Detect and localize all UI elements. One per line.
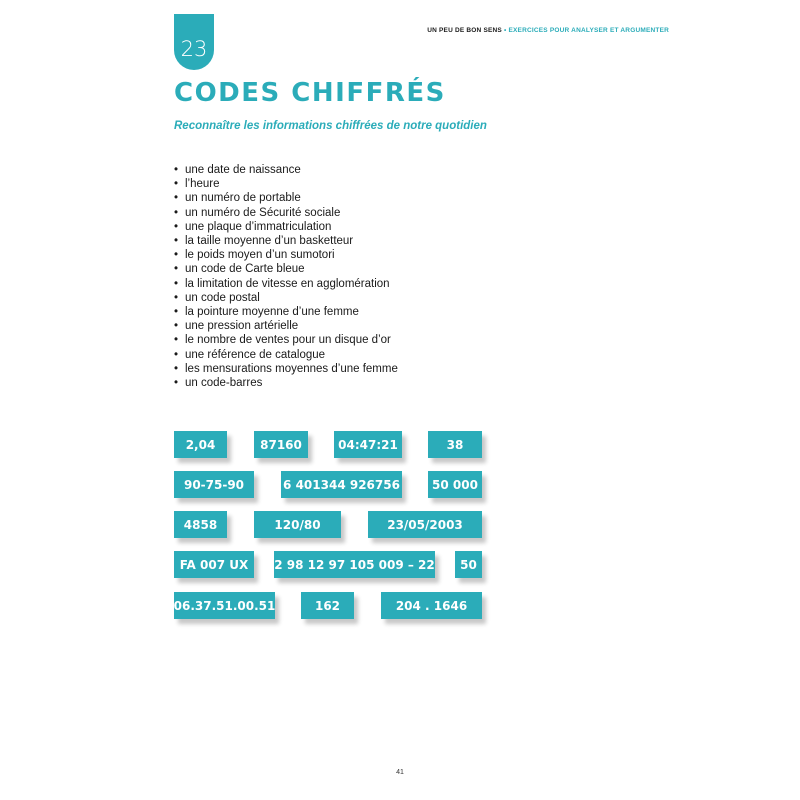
code-box: 38: [428, 431, 482, 458]
code-box: 50: [455, 551, 482, 578]
info-list: [174, 163, 398, 390]
running-header: [427, 27, 669, 34]
header-separator: •: [501, 27, 509, 34]
code-box: 23/05/2003: [368, 511, 482, 538]
code-box: 90-75-90: [174, 471, 254, 498]
chapter-number: 23: [180, 37, 208, 61]
series-title: UN PEU DE BON SENS: [427, 27, 502, 34]
code-box: 6 401344 926756: [281, 471, 402, 498]
list-item: • le poids moyen d’un sumotori: [174, 248, 398, 262]
list-item: • un code-barres: [174, 376, 398, 390]
chapter-tab: [174, 14, 214, 70]
code-box: 120/80: [254, 511, 341, 538]
code-box: 87160: [254, 431, 308, 458]
code-box: FA 007 UX: [174, 551, 254, 578]
page-title: CODES CHIFFRÉS: [174, 78, 446, 108]
list-item: • les mensurations moyennes d’une femme: [174, 362, 398, 376]
code-box: 162: [301, 592, 354, 619]
list-item: • la pointure moyenne d’une femme: [174, 305, 398, 319]
page-subtitle: Reconnaître les informations chiffrées de notre quotidien: [174, 120, 487, 132]
list-item: • une date de naissance: [174, 163, 398, 177]
code-box: 50 000: [428, 471, 482, 498]
list-item: • une pression artérielle: [174, 319, 398, 333]
list-item: • la limitation de vitesse en agglomération: [174, 277, 398, 291]
code-box: 2 98 12 97 105 009 – 22: [274, 551, 435, 578]
list-item: • un code de Carte bleue: [174, 262, 398, 276]
list-item: • un numéro de Sécurité sociale: [174, 206, 398, 220]
code-box: 04:47:21: [334, 431, 402, 458]
series-subtitle: EXERCICES POUR ANALYSER ET ARGUMENTER: [508, 27, 669, 34]
code-box: 4858: [174, 511, 227, 538]
code-box: 06.37.51.00.51: [174, 592, 275, 619]
list-item: • une plaque d’immatriculation: [174, 220, 398, 234]
list-item: • le nombre de ventes pour un disque d’or: [174, 333, 398, 347]
page-number: 41: [396, 769, 404, 776]
list-item: • une référence de catalogue: [174, 348, 398, 362]
list-item: • l’heure: [174, 177, 398, 191]
code-box: 204 . 1646: [381, 592, 482, 619]
list-item: • la taille moyenne d’un basketteur: [174, 234, 398, 248]
code-box: 2,04: [174, 431, 227, 458]
list-item: • un code postal: [174, 291, 398, 305]
list-item: • un numéro de portable: [174, 191, 398, 205]
